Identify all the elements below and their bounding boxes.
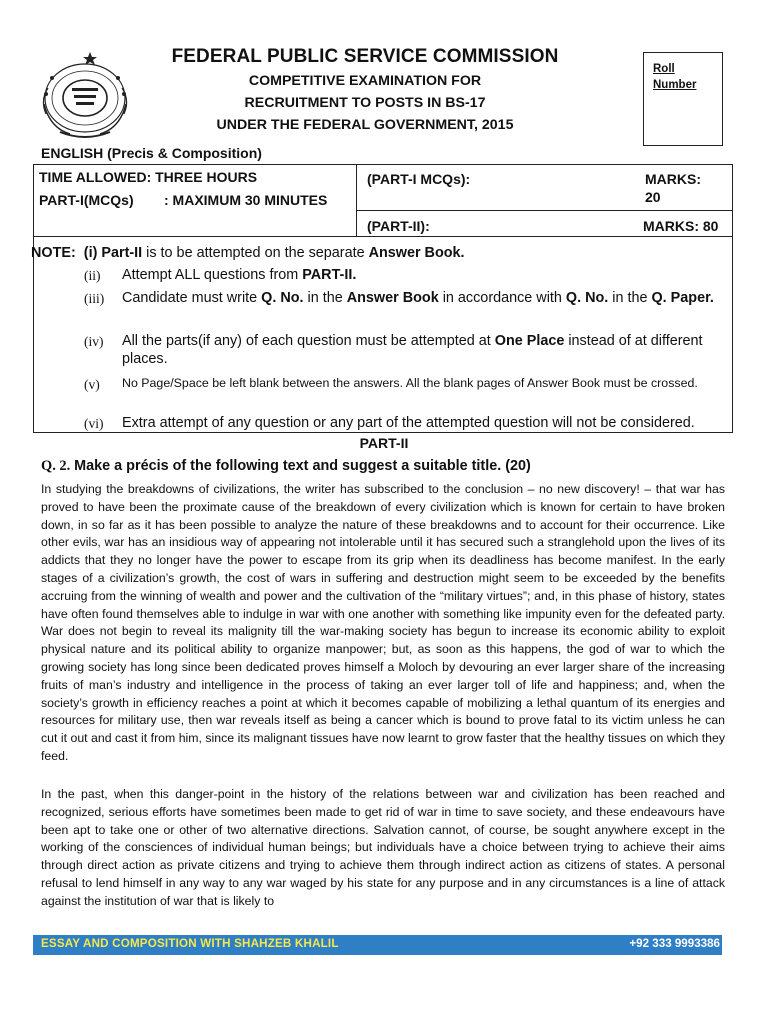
part1-marks-label: (PART-I MCQs): <box>367 171 471 187</box>
note-iv-number: (iv) <box>84 334 104 349</box>
note-ii: Attempt ALL questions from PART-II. <box>122 267 357 283</box>
time-allowed: TIME ALLOWED: THREE HOURS <box>39 169 258 185</box>
exam-line-2: RECRUITMENT TO POSTS IN BS-17 <box>244 95 486 111</box>
note-vi-number: (vi) <box>84 416 104 431</box>
question-number: Q. 2. <box>41 458 71 474</box>
note-ii-number: (ii) <box>84 268 101 283</box>
roll-number-box[interactable] <box>643 52 723 146</box>
fpsc-emblem-icon <box>30 48 140 140</box>
note-iv: All the parts(if any) of each question must be attempted at One Place instead of at different places. <box>122 333 703 367</box>
part2-marks: MARKS: 80 <box>643 218 719 234</box>
footer-phone: +92 333 9993386 <box>629 937 720 950</box>
part2-heading: PART-II <box>359 435 409 451</box>
note-v-number: (v) <box>84 377 100 392</box>
roll-label: Roll <box>653 63 675 75</box>
part2-label: (PART-II): <box>367 218 430 234</box>
question-2 <box>41 458 531 475</box>
passage-paragraph-1: In studying the breakdowns of civilizations, the writer has subscribed to the conclusion – no new discovery! – that war has proved to have been the proximate cause of the breakdown of every civilization which is known for certain to have broken down, in so far as it has been possible to analyze the nature of these breakdowns and to account for their occurrence. Like other evils, war has an insidious way of appearing not intolerable until it has secured such a stranglehold upon the lives of its addicts that they no longer have the power to escape from its grip when its deadliness has become manifest. In the early stages of a civilization’s growth, the cost of wars in suffering and destruction might seem to be exceeded by the benefits accruing from the winning of wealth and power and the cultivation of the “military virtues”; and, in this phase of history, states have often found themselves able to indulge in war with one another with something like impunity even for the defeated party. War does not begin to reveal its malignity till the war-making society has begun to increase its economic ability to exploit physical nature and its political ability to organize manpower; but, as soon as this happens, the god of war to which the growing society has long since been dedicated proves himself a Moloch by devouring an ever larger share of the increasing fruits of man’s industry and intelligence in the process of taking an ever larger toll of life and happiness; and, when the society’s growth in efficiency reaches a point at which it becomes capable of mobilizing a lethal quantum of its energies and resources for military use, then war reveals itself as being a cancer which is bound to prove fatal to its victim unless he can cut it out and cast it from him, since its malignant tissues have now learnt to grow faster that the healthy tissues on which they feed. <box>41 482 725 763</box>
commission-title: FEDERAL PUBLIC SERVICE COMMISSION <box>171 46 559 67</box>
part1-label: PART-I(MCQs) <box>39 192 134 208</box>
exam-line-3: UNDER THE FEDERAL GOVERNMENT, 2015 <box>216 117 514 133</box>
part1-marks-value: 20 <box>645 189 661 205</box>
note-i: NOTE: (i) Part-II is to be attempted on the separate Answer Book. <box>31 245 465 261</box>
instructions-box <box>33 237 733 433</box>
part1-marks-word: MARKS: <box>645 171 701 187</box>
exam-line-1: COMPETITIVE EXAMINATION FOR <box>248 73 482 89</box>
footer-brand: ESSAY AND COMPOSITION WITH SHAHZEB KHALIL <box>41 937 339 950</box>
time-marks-table <box>33 164 733 237</box>
subject-title: ENGLISH (Precis & Composition) <box>41 145 262 161</box>
note-iii-number: (iii) <box>84 291 105 306</box>
table-divider-vertical <box>356 165 357 236</box>
note-iii: Candidate must write Q. No. in the Answer Book in accordance with Q. No. in the Q. Paper. <box>122 290 714 306</box>
table-divider-horizontal <box>356 210 732 211</box>
number-label: Number <box>653 79 697 91</box>
part1-time: : MAXIMUM 30 MINUTES <box>164 192 328 208</box>
note-lead: NOTE <box>31 245 71 261</box>
footer-banner <box>33 935 722 955</box>
passage-paragraph-2: In the past, when this danger-point in the history of the relations between war and civilization has been reached and recognized, serious efforts have sometimes been made to get rid of war in time to save society, and these endeavours have been apt to take one or other of two alternative directions. Salvation cannot, of course, be sought anywhere except in the working of the consciences of individual human beings; but individuals have a choice between trying to achieve their aims through direct action as private citizens and trying to achieve them through indirect action as citizens of states. A personal refusal to lend himself in any way to any war waged by his state for any purpose and in any circumstances is a line of attack against the institution of war that is likely to <box>41 787 725 908</box>
note-vi: Extra attempt of any question or any part of the attempted question will not be considered. <box>122 415 695 431</box>
note-v: No Page/Space be left blank between the answers. All the blank pages of Answer Book must be crossed. <box>122 376 698 390</box>
question-text: Make a précis of the following text and suggest a suitable title. (20) <box>70 458 531 474</box>
